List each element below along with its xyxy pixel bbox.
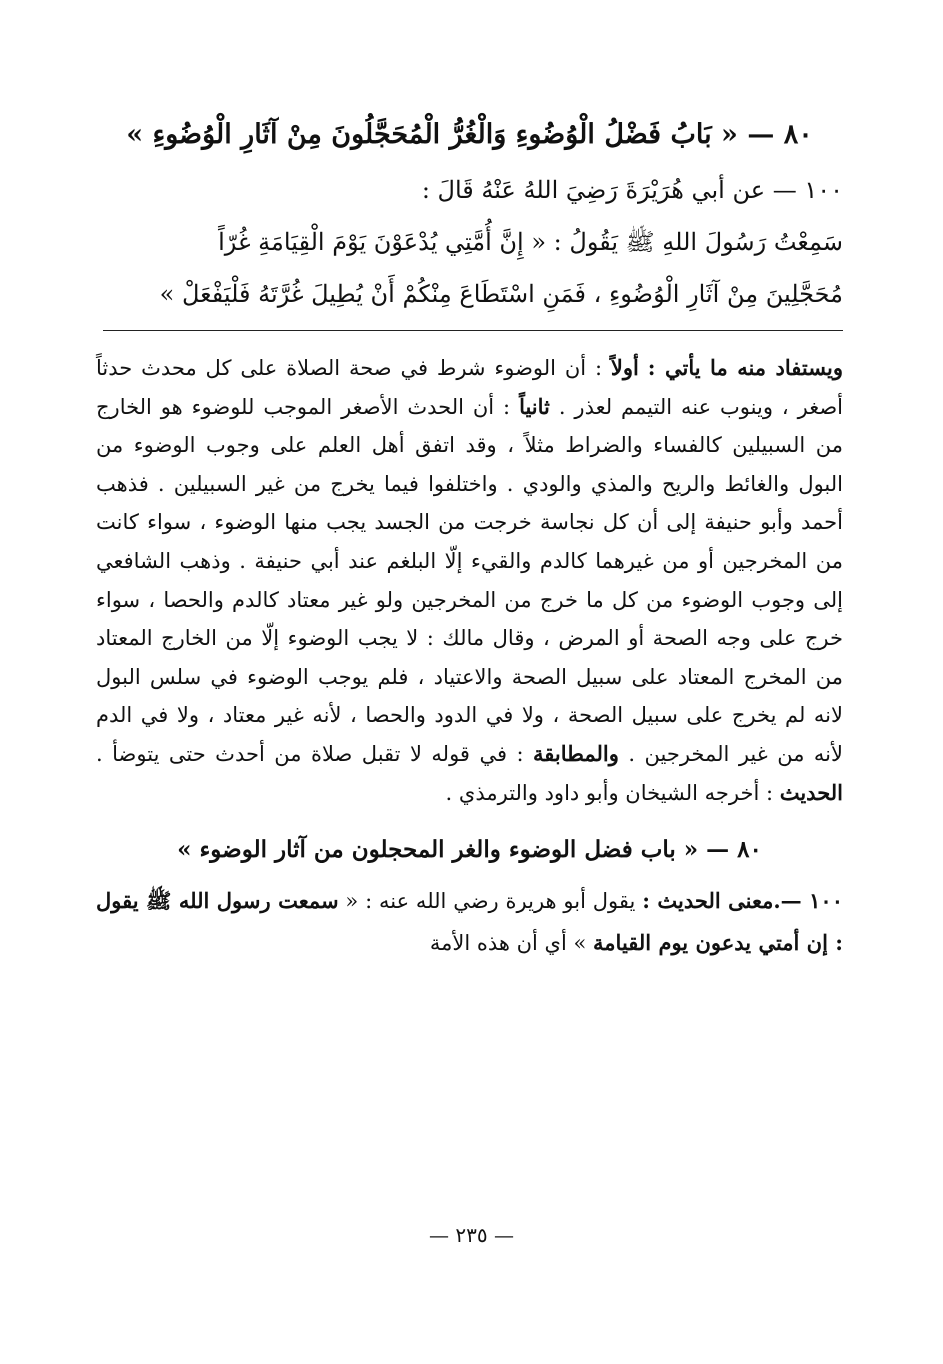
hadith-source-label: الحديث (779, 779, 843, 805)
chapter-title: ٨٠ — « بَابُ فَضْلُ الْوُضُوءِ وَالْغُرُّ الْمُحَجَّلُونَ مِنْ آثَارِ الْوُضُوءِ » (126, 119, 813, 150)
hadith-text-line-2: مُحَجَّلِينَ مِنْ آثَارِ الْوُضُوءِ ، فَمَنِ اسْتَطَاعَ مِنْكُمْ أَنْ يُطِيلَ غُرَّتَهُ فَلْيَفْعَلْ » (159, 280, 843, 308)
first-point-label: أولاً (610, 355, 639, 380)
page-number: — ٢٣٥ — (429, 1223, 514, 1247)
match-label: والمطابقة (533, 740, 619, 766)
explanation-quote: سمعت رسول الله ﷺ يقول : إن أمتي يدعون يوم القيامة (96, 888, 843, 956)
match-text: : في قوله لا تقبل صلاة من أحدث حتى يتوضأ . (96, 741, 524, 766)
explanation-text-1: يقول أبو هريرة رضي الله عنه : « (345, 889, 636, 914)
section-title: ٨٠ — « باب فضل الوضوء والغر المحجلون من آثار الوضوء » (177, 836, 762, 864)
explanation-paragraph (96, 880, 843, 964)
second-point-text: : أن الحدث الأصغر الموجب للوضوء هو الخارج من السبيلين كالفساء والضراط مثلاً ، وقد اتفق أهل العلم على وجوب الوضوء من البول والغائط والريح والمذي والودي . واختلفوا فيما يخرج من غير السبيلين . فذهب أحمد وأبو حنيفة إلى أن كل نجاسة خرجت من الجسد يجب منها الوضوء ، سواء كانت من المخرجين أو من غيرهما كالدم والقيء إلّا البلغم عند أبي حنيفة . وذهب الشافعي إلى وجوب الوضوء من كل ما خرج من المخرجين ولو غير معتاد كالدم والحصا ، سواء خرج على وجه الصحة أو المرض ، وقال مالك : لا يجب الوضوء إلّا من الخارج المعتاد من المخرج المعتاد على سبيل الصحة والاعتياد ، فلم يوجب الوضوء في سلس البول لانه لم يخرج على سبيل الصحة ، ولا في الدود والحصا ، لأنه غير معتاد ، ولا في الدم لأنه من غير المخرجين . (96, 394, 843, 766)
explanation-lead: ١٠٠ —.معنى الحديث : (642, 888, 843, 914)
separator-line (103, 330, 843, 331)
hadith-block (96, 164, 843, 320)
first-point-text: : أن الوضوء شرط في صحة الصلاة على كل محدث حدثاً أصغر ، وينوب عنه التيمم لعذر . (96, 356, 843, 419)
hadith-text-line-1: سَمِعْتُ رَسُولَ اللهِ ﷺ يَقُولُ : « إِنَّ أُمَّتِي يُدْعَوْنَ يَوْمَ الْقِيَامَةِ غُرّاً (218, 228, 843, 256)
explanation-text-2: » أي أن هذه الأمة (429, 931, 587, 956)
hadith-intro: ١٠٠ — عن أبي هُرَيْرَةَ رَضِيَ اللهُ عَنْهُ قَالَ : (421, 176, 843, 204)
commentary-paragraph (96, 349, 843, 812)
second-point-label: ثانياً (519, 393, 550, 419)
hadith-source-text: : أخرجه الشيخان وأبو داود والترمذي . (445, 780, 774, 805)
commentary-lead: ويستفاد منه ما يأتي : (647, 355, 843, 380)
